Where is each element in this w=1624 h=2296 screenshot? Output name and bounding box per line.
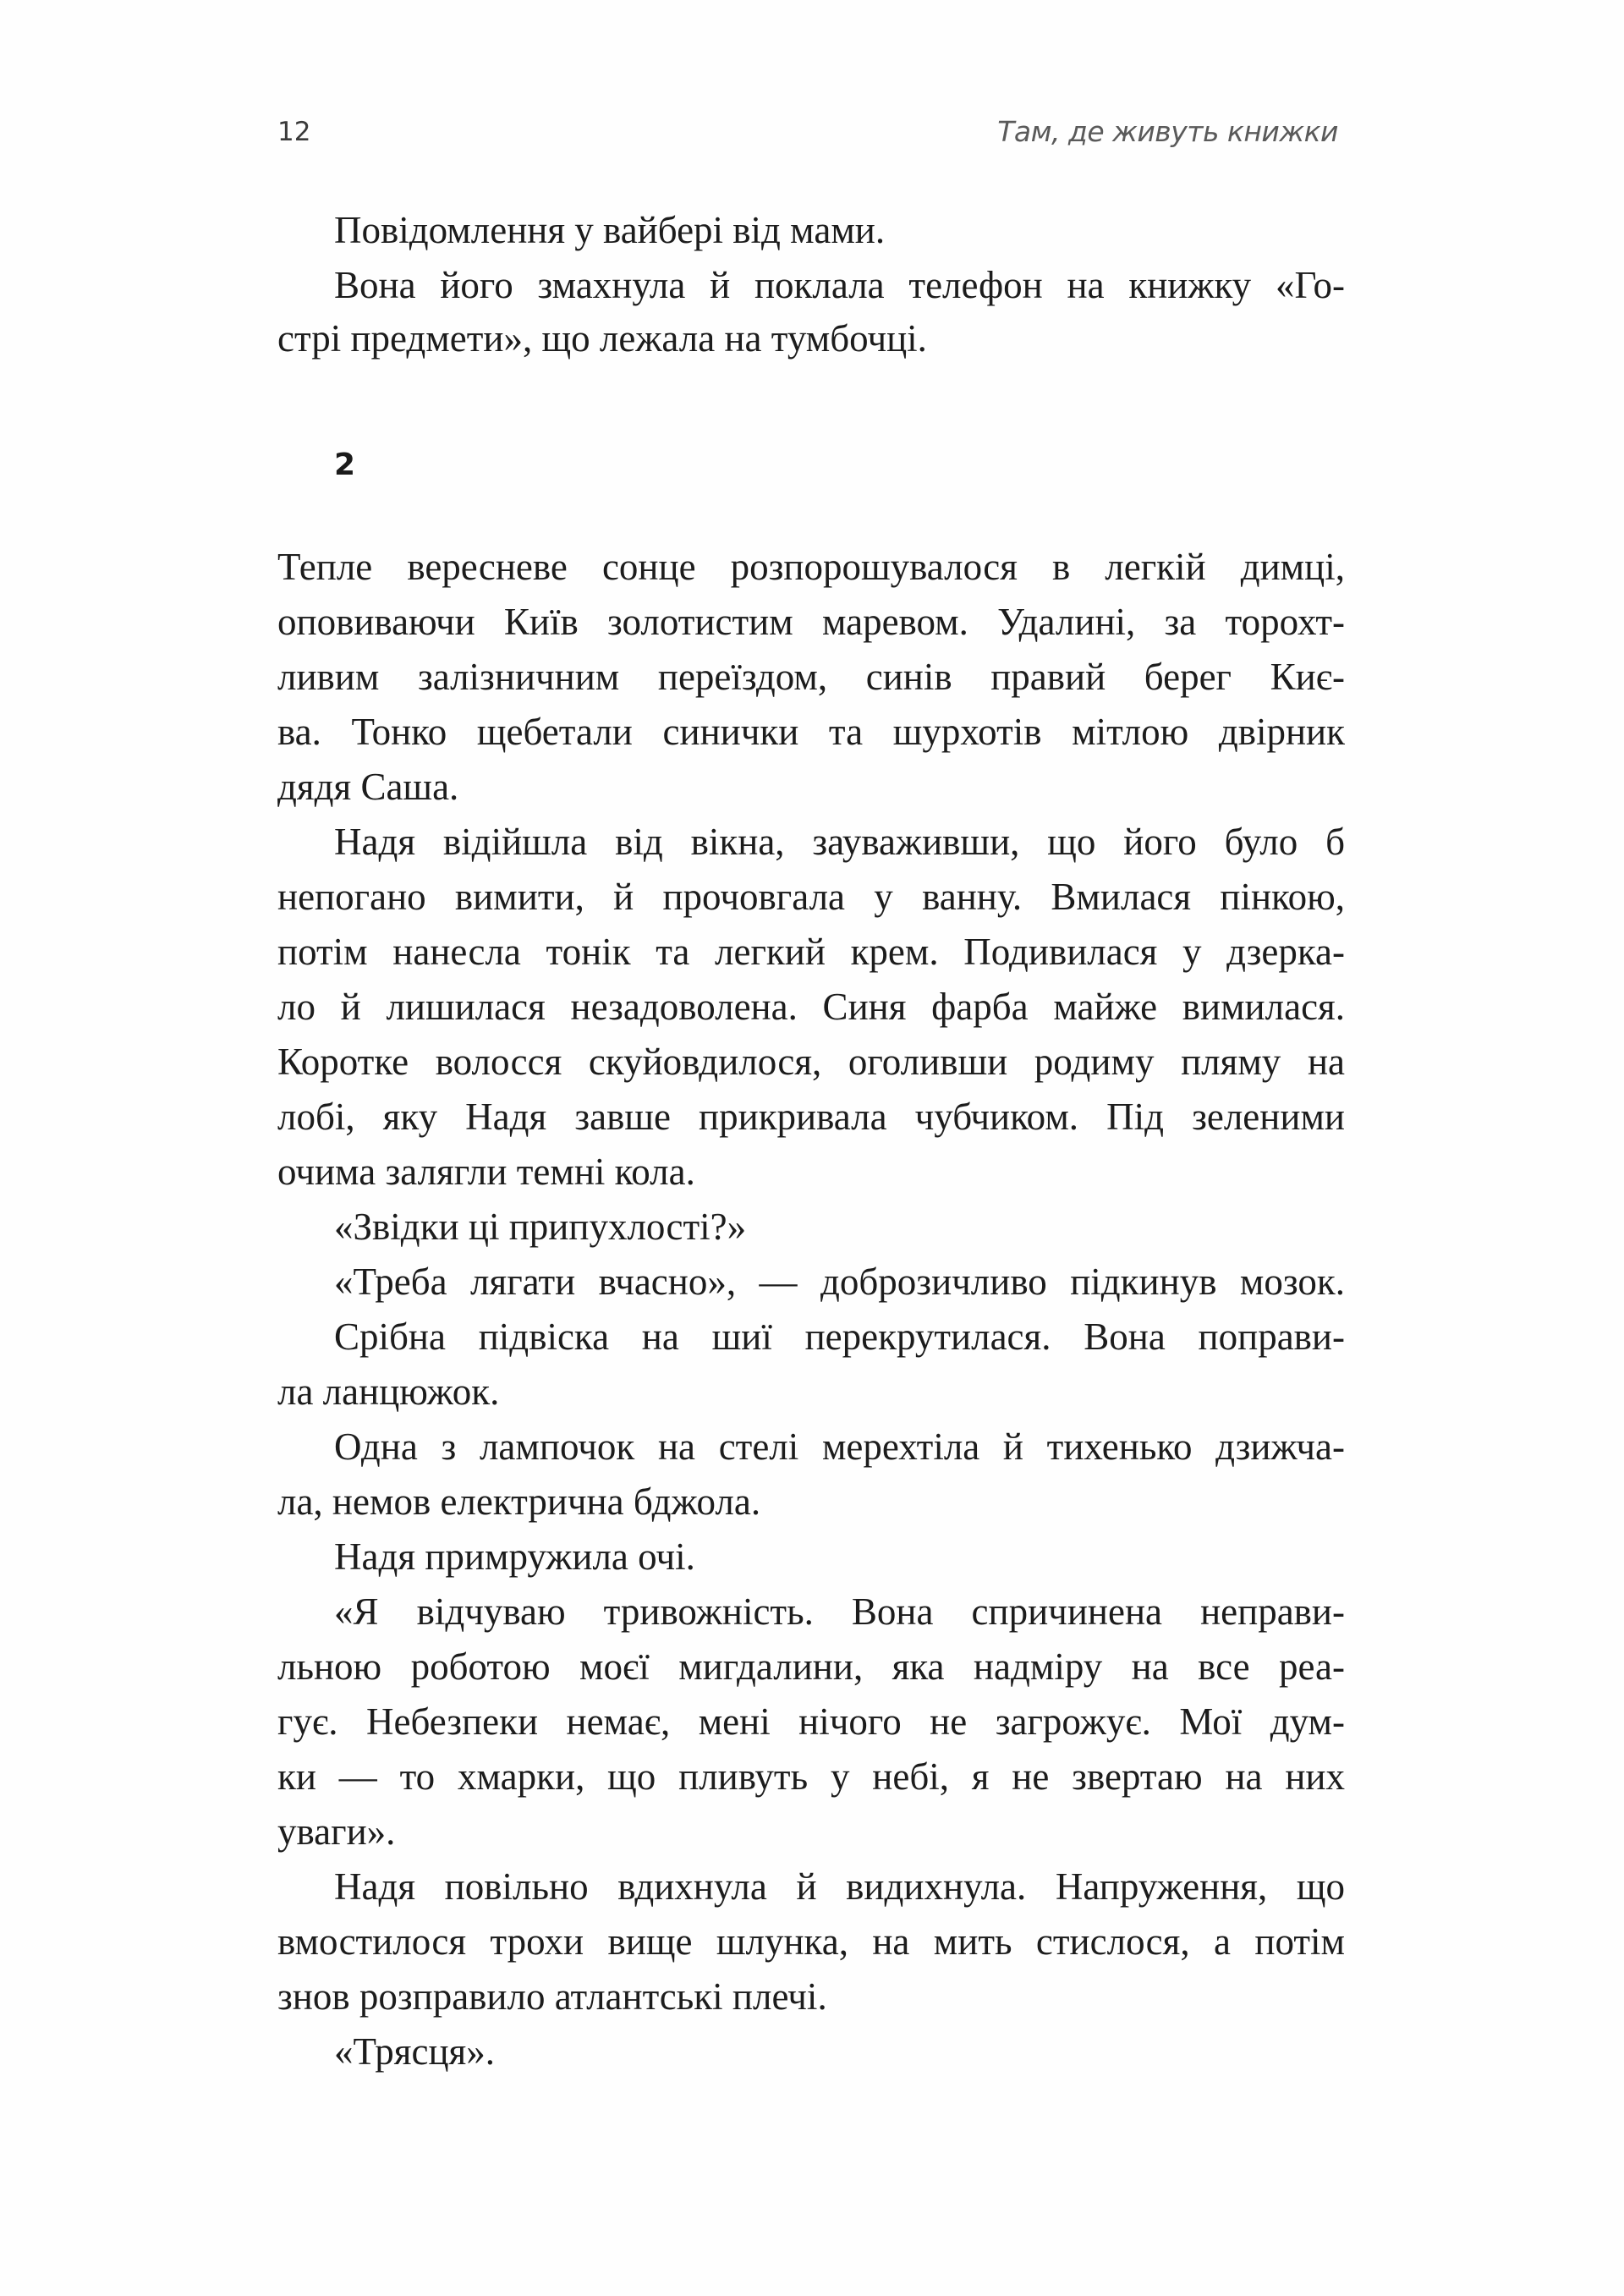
text-line: Надя примружила очі. xyxy=(334,1535,695,1578)
text-line: потім нанесла тонік та легкий крем. Подивилася у дзерка- xyxy=(277,931,1345,973)
text-line: ла ланцюжок. xyxy=(277,1370,500,1413)
text-line: гує. Небезпеки немає, мені нічого не загрожує. Мої дум- xyxy=(277,1700,1345,1743)
text-line: Коротке волосся скуйовдилося, оголивши родиму пляму на xyxy=(277,1041,1345,1083)
text-line: льною роботою моєї мигдалини, яка надміру на все реа- xyxy=(277,1645,1345,1688)
text-line: вмостилося трохи вище шлунка, на мить стислося, а потім xyxy=(277,1920,1345,1963)
running-title: Там, де живуть книжки xyxy=(997,115,1338,148)
text-line: Надя повільно вдихнула й видихнула. Напруження, що xyxy=(334,1865,1345,1908)
text-line: ла, немов електрична бджола. xyxy=(277,1480,761,1523)
text-line: Одна з лампочок на стелі мерехтіла й тихенько дзижча- xyxy=(334,1425,1345,1468)
text-line: Повідомлення у вайбері від мами. xyxy=(334,209,886,251)
text-line: лобі, яку Надя завше прикривала чубчиком. Під зеленими xyxy=(277,1096,1345,1138)
text-line: знов розправило атлантські плечі. xyxy=(277,1975,827,2018)
text-line: «Трясця». xyxy=(334,2030,495,2073)
text-line: Вона його змахнула й поклала телефон на книжку «Го- xyxy=(334,264,1345,306)
text-line: очима залягли темні кола. xyxy=(277,1151,695,1193)
text-line: уваги». xyxy=(277,1810,396,1853)
text-line: ки — то хмарки, що пливуть у небі, я не звертаю на них xyxy=(277,1755,1345,1798)
text-line: стрі предмети», що лежала на тумбочці. xyxy=(277,317,927,360)
text-line: ва. Тонко щебетали синички та шурхотів мітлою двірник xyxy=(277,711,1345,753)
text-line: Тепле вересневе сонце розпорошувалося в легкій димці, xyxy=(277,546,1345,588)
text-line: оповиваючи Київ золотистим маревом. Удалині, за торохт- xyxy=(277,601,1345,643)
text-line: дядя Саша. xyxy=(277,766,459,808)
text-line: непогано вимити, й прочовгала у ванну. Вмилася пінкою, xyxy=(277,876,1345,918)
text-line: Надя відійшла від вікна, зауваживши, що його було б xyxy=(334,821,1345,863)
text-line: «Треба лягати вчасно», — доброзичливо підкинув мозок. xyxy=(334,1261,1345,1303)
page-number: 12 xyxy=(277,117,311,147)
text-line: ливим залізничним переїздом, синів правий берег Киє- xyxy=(277,656,1345,698)
text-line: Срібна підвіска на шиї перекрутилася. Вона поправи- xyxy=(334,1316,1345,1358)
text-line: «Я відчуваю тривожність. Вона спричинена неправи- xyxy=(334,1590,1345,1633)
text-line: ло й лишилася незадоволена. Синя фарба майже вимилася. xyxy=(277,986,1345,1028)
running-header xyxy=(277,108,1345,156)
chapter-number: 2 xyxy=(334,448,356,482)
text-line: «Звідки ці припухлості?» xyxy=(334,1206,747,1248)
